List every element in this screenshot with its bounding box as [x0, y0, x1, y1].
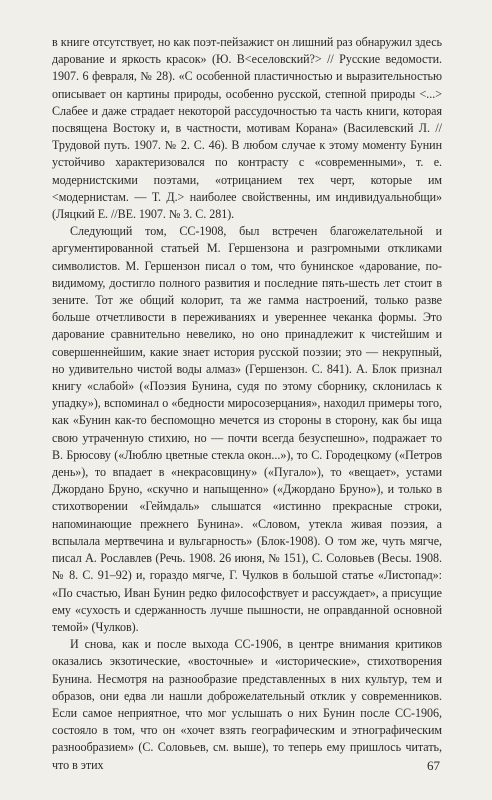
paragraph: в книге отсутствует, но как поэт-пейзажист он лишний раз обнаружил здесь дарование и яркость красок» (Ю. В<еселовский?> // Русские ведомости. 1907. 6 февраля, № 28). «С особенной пластичностью и выразительностью описывает он картины природы, особенно русской, степной природы <...> Слабее и даже страдает некоторой рассудочностью та часть книги, которая посвящена Востоку и, в частности, мотивам Корана» (Василевский Л. // Трудовой путь. 1907. № 2. С. 46). В любом случае к этому моменту Бунин устойчиво характеризовался по контрасту с «современными», т. е. модернистскими поэтами, «отрицанием тех черт, которые им <модернистам. — Т. Д.> наиболее свойственны, им индивидуальнобщи» (Ляцкий Е. //ВЕ. 1907. № 3. С. 281).	[52, 35, 442, 222]
page-number: 67	[427, 758, 440, 773]
paragraph: И снова, как и после выхода СС-1906, в центре внимания критиков оказались экзотические, «восточные» и «исторические», стихотворения Бунина. Несмотря на разнообразие представленных в них культур, тем и образов, они едва ли нашли доброжелательный отклик у современников. Если самое неприятное, что мог услышать о них Бунин после СС-1906, состояло в том, что он «хочет взять географическим и этнографическим разнообразием» (С. Соловьев, см. выше), то теперь ему пришлось читать, что в этих	[52, 637, 442, 772]
body-text	[52, 34, 442, 774]
paragraph: Следующий том, СС-1908, был встречен благожелательной и аргументированной статьей М. Гершензона и разгромными откликами символистов. М. Гершензон писал о том, что бунинское «дарование, по-видимому, достигло полного развития и последние пять-шесть лет стоит в зените. Тот же общий колорит, та же гамма настроений, только разве больше отчетливости в переживаниях и увереннее чеканка формы. Это дарование сравнительно невелико, но оно принадлежит к чистейшим и совершеннейшим, какие знает история русской поэзии; это — некрупный, но удивительно чистой воды алмаз» (Гершензон. С. 841). А. Блок признал книгу «слабой» («Поэзия Бунина, судя по этому сборнику, склонилась к упадку»), вспоминал о «бедности миросозерцания», находил примеры того, как «Бунин как-то беспомощно мечется из стороны в сторону, как бы ища свою утраченную стихию, но — почти всегда безуспешно», подражает то В. Брюсову («Люблю цветные стекла окон...»), то С. Городецкому («Петров день»), то впадает в «некрасовщину» («Пугало»), то «вещает», устами Джордано Бруно, «скучно и напыщенно» («Джордано Бруно»), и только в стихотворении «Геймдаль» слышатся «истинно прекрасные строки, напоминающие прежнего Бунина». «Словом, утекла живая поэзия, а вспылала мертвечина и вульгарность» (Блок-1908). О том же, чуть мягче, писал А. Рославлев (Речь. 1908. 26 июня, № 151), С. Соловьев (Весы. 1908. № 8. С. 91–92) и, гораздо мягче, Г. Чулков в большой статье «Листопад»: «По счастью, Иван Бунин редко философствует и рассуждает», а присущие ему «сухость и сдержанность лучше пышности, не оправданной основной темой» (Чулков).	[52, 224, 442, 634]
